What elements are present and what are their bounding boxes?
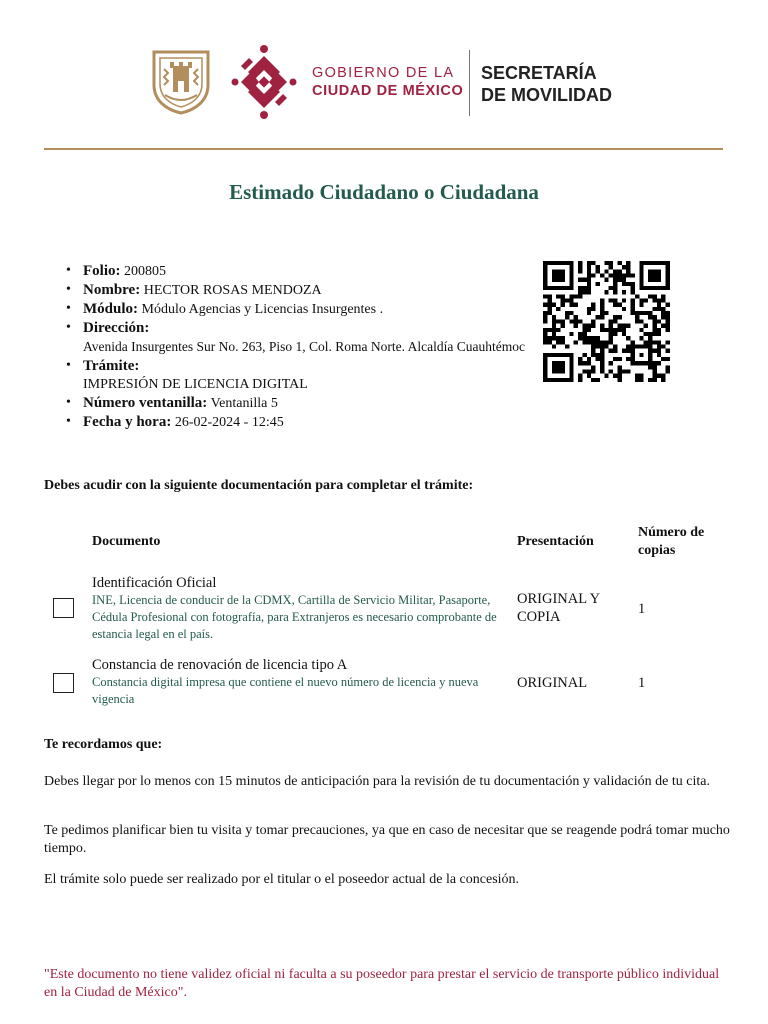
direccion-item — [66, 319, 526, 357]
secretaria-title — [481, 62, 612, 106]
fecha-value: 26-02-2024 - 12:45 — [174, 415, 284, 430]
modulo-value: Módulo Agencias y Licencias Insurgentes . — [141, 302, 384, 317]
document-checkbox[interactable] — [53, 598, 74, 618]
ventanilla-item — [66, 394, 526, 413]
document-title: Constancia de renovación de licencia tipo A — [92, 657, 348, 673]
document-title: Identificación Oficial — [92, 575, 217, 591]
secretaria-line2: DE MOVILIDAD — [481, 85, 613, 105]
tramite-value: IMPRESIÓN DE LICENCIA DIGITAL — [83, 377, 308, 392]
document-copias: 1 — [638, 675, 646, 691]
fecha-label: Fecha y hora: — [83, 414, 172, 430]
col-header-copias: Número de copias — [638, 525, 705, 558]
page-title: Estimado Ciudadano o Ciudadana — [229, 180, 539, 204]
secretaria-line1: SECRETARÍA — [481, 63, 597, 83]
disclaimer: "Este documento no tiene validez oficial ni faculta a su poseedor para prestar el servicio de transporte público individual en la Ciudad de México". — [44, 967, 720, 1000]
tramite-item — [66, 357, 526, 394]
modulo-item — [66, 300, 526, 319]
direccion-value: Avenida Insurgentes Sur No. 263, Piso 1, Col. Roma Norte. Alcaldía Cuauhtémoc — [83, 339, 525, 354]
fecha-item — [66, 413, 526, 432]
appointment-info — [66, 262, 526, 432]
document-presentacion: ORIGINAL Y COPIA — [517, 591, 600, 625]
nombre-label: Nombre: — [83, 282, 141, 298]
tramite-label: Trámite: — [83, 358, 140, 374]
nombre-value: HECTOR ROSAS MENDOZA — [143, 283, 322, 298]
header-divider — [44, 148, 723, 150]
document-presentacion: ORIGINAL — [517, 675, 588, 691]
reminder-paragraph: Debes llegar por lo menos con 15 minutos de anticipación para la revisión de tu documentación y validación de tu cita. — [44, 774, 710, 789]
gov-line2: CIUDAD DE MÉXICO — [312, 83, 464, 99]
document-checkbox[interactable] — [53, 673, 74, 693]
document-description: INE, Licencia de conducir de la CDMX, Cartilla de Servicio Militar, Pasaporte, Cédula Profesional con fotografía, para Extranjeros es necesario comprobante de estancia legal en el país. — [92, 593, 497, 641]
folio-label: Folio: — [83, 263, 121, 279]
document-description: Constancia digital impresa que contiene el nuevo número de licencia y nueva vigencia — [92, 675, 479, 706]
col-header-documento: Documento — [92, 534, 161, 549]
qr-code — [543, 261, 670, 382]
modulo-label: Módulo: — [83, 301, 139, 317]
col-header-presentacion: Presentación — [517, 534, 594, 549]
reminder-paragraph: El trámite solo puede ser realizado por el titular o el poseedor actual de la concesión. — [44, 872, 520, 887]
table-row — [92, 657, 502, 708]
ventanilla-value: Ventanilla 5 — [210, 396, 278, 411]
header — [0, 0, 768, 150]
reminder-paragraph: Te pedimos planificar bien tu visita y tomar precauciones, ya que en caso de necesitar que se reagende podrá tomar mucho tiempo. — [44, 823, 730, 856]
folio-value: 200805 — [124, 264, 166, 279]
document-copias: 1 — [638, 601, 646, 617]
documents-intro: Debes acudir con la siguiente documentación para completar el trámite: — [44, 478, 474, 493]
header-separator — [469, 50, 470, 116]
reminders-title: Te recordamos que: — [44, 737, 163, 752]
gov-title — [312, 64, 463, 100]
direccion-label: Dirección: — [83, 320, 150, 336]
ventanilla-label: Número ventanilla: — [83, 395, 208, 411]
folio-item — [66, 262, 526, 281]
table-row — [92, 575, 502, 643]
gov-line1: GOBIERNO DE LA — [312, 65, 455, 81]
nombre-item — [66, 281, 526, 300]
coat-of-arms-icon — [151, 49, 211, 115]
cdmx-logo-icon — [231, 44, 297, 120]
